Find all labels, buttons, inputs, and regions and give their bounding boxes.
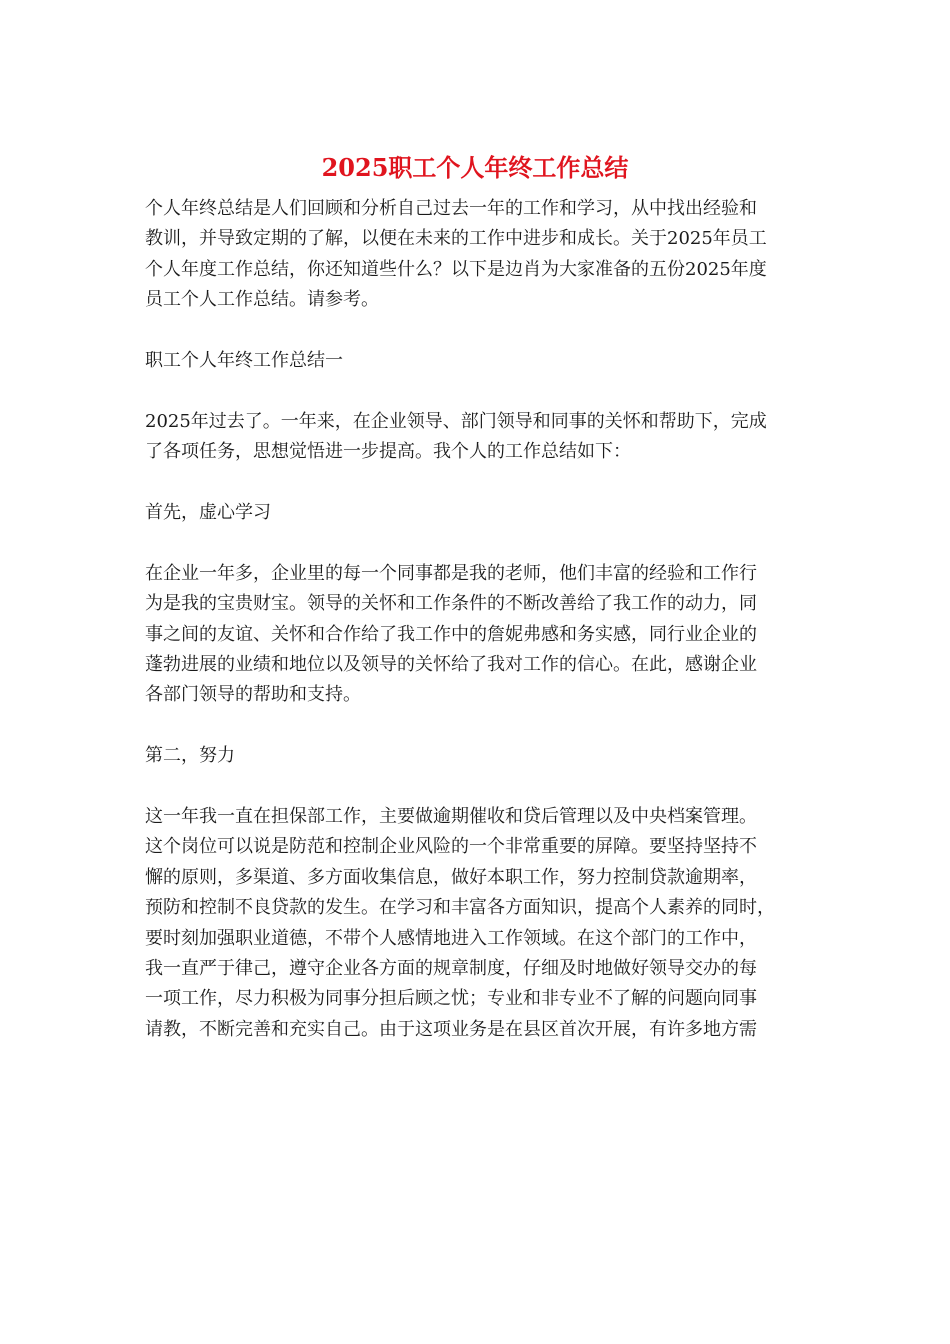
section-heading-one <box>145 346 810 376</box>
text-line: 请教，不断完善和充实自己。由于这项业务是在县区首次开展，有许多地方需 <box>145 1018 757 1040</box>
text-line: 懈的原则，多渠道、多方面收集信息，做好本职工作，努力控制贷款逾期率， <box>145 866 757 888</box>
text-line: 职工个人年终工作总结一 <box>145 350 343 372</box>
text-line: 了各项任务，思想觉悟进一步提高。我个人的工作总结如下： <box>145 441 631 463</box>
paragraph-effort <box>145 802 810 1045</box>
paragraph-learning <box>145 559 810 711</box>
subheading-first <box>145 498 810 528</box>
subheading-second <box>145 741 810 771</box>
text-line: 各部门领导的帮助和支持。 <box>145 684 361 706</box>
text-line: 一项工作，尽力积极为同事分担后顾之忧；专业和非专业不了解的问题向同事 <box>145 988 757 1010</box>
paragraph-year-review <box>145 407 810 468</box>
paragraph-intro <box>145 194 810 316</box>
text-line: 要时刻加强职业道德，不带个人感情地进入工作领域。在这个部门的工作中， <box>145 927 757 949</box>
text-line: 这一年我一直在担保部工作，主要做逾期催收和贷后管理以及中央档案管理。 <box>145 806 757 828</box>
text-line: 员工个人工作总结。请参考。 <box>145 289 379 311</box>
text-line: 个人年终总结是人们回顾和分析自己过去一年的工作和学习，从中找出经验和 <box>145 198 757 219</box>
document-body <box>145 194 810 1045</box>
document-title: 2025职工个人年终工作总结 <box>321 153 629 182</box>
text-line: 这个岗位可以说是防范和控制企业风险的一个非常重要的屏障。要坚持坚持不 <box>145 836 757 858</box>
text-line: 为是我的宝贵财宝。领导的关怀和工作条件的不断改善给了我工作的动力，同 <box>145 593 757 615</box>
text-line: 第二，努力 <box>145 745 235 767</box>
text-line: 个人年度工作总结，你还知道些什么？以下是边肖为大家准备的五份2025年度 <box>145 258 767 280</box>
text-line: 我一直严于律己，遵守企业各方面的规章制度，仔细及时地做好领导交办的每 <box>145 958 757 980</box>
text-line: 教训，并导致定期的了解，以便在未来的工作中进步和成长。关于2025年员工 <box>145 228 767 250</box>
text-line: 蓬勃进展的业绩和地位以及领导的关怀给了我对工作的信心。在此，感谢企业 <box>145 654 757 676</box>
text-line: 在企业一年多，企业里的每一个同事都是我的老师，他们丰富的经验和工作行 <box>145 562 757 584</box>
text-line: 预防和控制不良贷款的发生。在学习和丰富各方面知识，提高个人素养的同时， <box>145 897 775 919</box>
text-line: 事之间的友谊、关怀和合作给了我工作中的詹妮弗感和务实感，同行业企业的 <box>145 623 757 645</box>
text-line: 2025年过去了。一年来，在企业领导、部门领导和同事的关怀和帮助下，完成 <box>145 410 767 432</box>
text-line: 首先，虚心学习 <box>145 502 271 524</box>
